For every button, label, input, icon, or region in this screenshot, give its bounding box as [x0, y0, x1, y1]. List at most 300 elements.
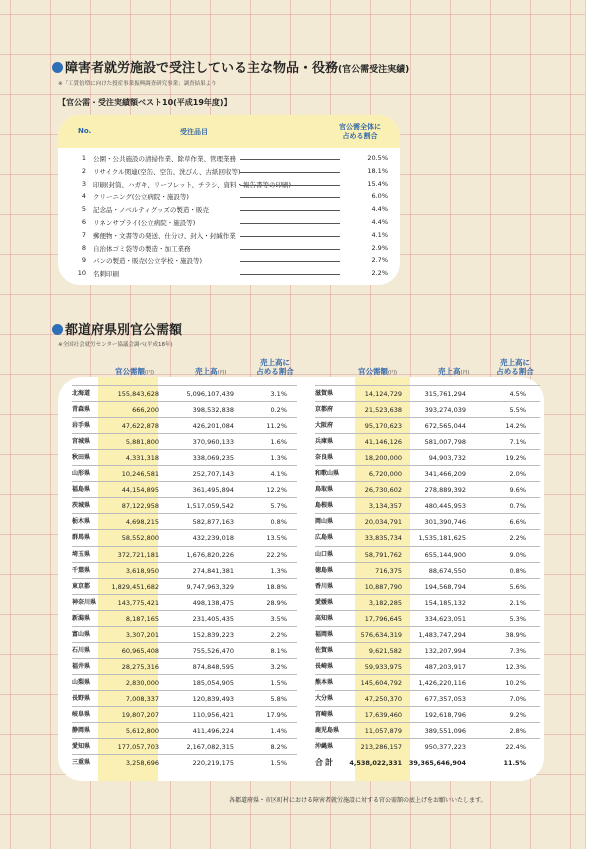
section1-note: ※「工賃倍増に向けた授産事業振興調査研究事業」調査結果より: [58, 81, 217, 87]
rank-share: 15.4%: [367, 179, 388, 188]
row-divider: [72, 626, 297, 627]
sales-amount: 370,960,133: [192, 438, 234, 447]
row-divider: [315, 433, 540, 434]
row-divider: [315, 513, 540, 514]
rank-item: 公園・公共施設の清掃作業、除草作業、管理業務: [93, 155, 236, 163]
right-header-sales: 売上高(円): [438, 367, 470, 376]
sales-amount: 411,496,224: [192, 727, 234, 736]
prefecture-name: 島根県: [315, 502, 334, 510]
rank-item: 記念品・ノベルティグッズの製造・販売: [93, 206, 209, 215]
sales-share: 5.6%: [509, 582, 526, 591]
row-divider: [72, 722, 297, 723]
rank-item: 印刷(封筒、ハガキ、リーフレット、チラシ、資料・報告書等の印刷): [93, 180, 292, 189]
rank-no: 8: [81, 243, 86, 252]
prefecture-name: 岡山県: [315, 518, 334, 526]
sales-amount: 341,466,209: [424, 470, 466, 479]
sales-amount: 432,239,018: [192, 534, 234, 543]
prefecture-name: 和歌山県: [315, 470, 340, 478]
sales-amount: 755,526,470: [192, 646, 234, 655]
procurement-amount: 177,057,703: [117, 743, 159, 752]
sales-share: 5.3%: [509, 614, 526, 623]
procurement-amount: 8,187,165: [125, 614, 159, 623]
sales-amount: 274,841,381: [192, 566, 234, 575]
sales-amount: 582,877,163: [192, 518, 234, 527]
sales-share: 11.2%: [266, 422, 287, 431]
row-divider: [72, 401, 297, 402]
ranking-row: [70, 154, 392, 165]
prefecture-name: 高知県: [315, 614, 334, 622]
row-divider: [72, 481, 297, 482]
procurement-amount: 1,829,451,682: [111, 582, 159, 591]
row-divider: [72, 562, 297, 563]
leader-line: [240, 185, 340, 186]
procurement-amount: 6,720,000: [368, 470, 402, 479]
prefecture-name: 神奈川県: [72, 598, 97, 606]
prefecture-name: 広島県: [315, 534, 334, 542]
ranking-row: [70, 205, 392, 216]
sales-amount: 220,219,175: [192, 759, 234, 768]
rank-no: 1: [81, 154, 86, 162]
row-divider: [72, 497, 297, 498]
row-divider: [72, 674, 297, 675]
procurement-amount: 10,887,790: [364, 582, 402, 591]
ranking-table: [58, 115, 400, 285]
total-row: [315, 754, 540, 772]
bullet-dot-icon: [52, 324, 63, 335]
rank-share: 2.7%: [371, 256, 388, 265]
procurement-amount: 87,122,958: [121, 502, 159, 511]
prefecture-name: 鳥取県: [315, 486, 334, 494]
page-edge: [585, 0, 600, 849]
ranking-header-share: 官公需全体に 占める割合: [339, 123, 381, 140]
procurement-amount: 17,796,645: [364, 614, 402, 623]
leader-line: [240, 249, 340, 250]
sales-amount: 338,069,235: [192, 454, 234, 463]
row-divider: [315, 401, 540, 402]
ranking-row: [70, 244, 392, 255]
sales-amount: 361,495,894: [192, 486, 234, 495]
sales-share: 9.2%: [509, 711, 526, 719]
prefecture-name: 福岡県: [315, 630, 334, 638]
prefecture-name: 大阪府: [315, 422, 334, 430]
prefecture-name: 宮城県: [72, 438, 91, 446]
procurement-amount: 213,286,157: [360, 743, 402, 752]
rank-no: 10: [77, 269, 86, 278]
sales-amount: 120,839,493: [192, 694, 234, 703]
rank-no: 6: [81, 218, 86, 226]
procurement-amount: 9,621,582: [368, 646, 402, 655]
procurement-amount: 59,933,975: [364, 662, 402, 671]
procurement-amount: 576,634,319: [360, 630, 402, 639]
procurement-amount: 3,258,696: [125, 759, 159, 768]
procurement-amount: 44,154,895: [121, 486, 159, 495]
sales-amount: 1,535,181,625: [418, 534, 466, 543]
prefecture-name: 東京都: [72, 582, 91, 590]
left-header-share: 売上高に 占める割合: [256, 358, 294, 376]
sales-share: 1.5%: [270, 678, 287, 687]
sales-share: 0.8%: [270, 518, 287, 527]
rank-item: クリーニング(公立病院・施設等): [93, 193, 189, 202]
sales-amount: 192,618,796: [424, 711, 466, 719]
sales-amount: 498,138,475: [192, 598, 234, 607]
procurement-amount: 7,008,337: [125, 694, 159, 703]
prefecture-name: 熊本県: [315, 678, 334, 686]
row-divider: [72, 449, 297, 450]
sales-share: 19.2%: [505, 454, 526, 463]
row-divider: [315, 738, 540, 739]
sales-share: 7.3%: [509, 646, 526, 655]
rank-item: パンの製造・販売(公立学校・施設等): [93, 257, 203, 266]
sales-share: 22.4%: [505, 743, 526, 752]
procurement-amount: 47,622,878: [121, 422, 159, 431]
prefecture-name: 愛知県: [72, 743, 91, 751]
row-divider: [315, 562, 540, 563]
rank-share: 4.4%: [371, 218, 388, 226]
section1-subtitle: 【官公需・受注実績額ベスト10(平成19年度)】: [58, 98, 232, 107]
ranking-row: [70, 256, 392, 267]
sales-amount: 110,956,421: [192, 711, 234, 719]
prefecture-name: 群馬県: [72, 534, 91, 542]
prefecture-name: 山梨県: [72, 678, 91, 686]
procurement-amount: 2,830,000: [125, 678, 159, 687]
prefecture-name: 静岡県: [72, 727, 91, 735]
prefecture-name: 沖縄県: [315, 743, 334, 751]
sales-share: 2.2%: [509, 534, 526, 543]
sales-share: 0.7%: [509, 502, 526, 511]
procurement-amount: 666,200: [132, 406, 159, 415]
prefecture-name: 大分県: [315, 694, 334, 702]
ranking-row: [70, 192, 392, 203]
sales-amount: 5,096,107,439: [186, 390, 234, 398]
sales-share: 1.3%: [270, 566, 287, 575]
sales-amount: 672,565,044: [424, 422, 466, 431]
prefecture-name: 青森県: [72, 406, 91, 414]
procurement-amount: 4,698,215: [125, 518, 159, 527]
ranking-row: [70, 218, 392, 229]
rank-no: 4: [81, 192, 86, 201]
procurement-amount: 3,307,201: [125, 630, 159, 639]
sales-amount: 9,747,963,329: [186, 582, 234, 591]
leader-line: [240, 159, 340, 160]
ranking-row: [70, 167, 392, 178]
procurement-amount: 155,843,628: [117, 390, 159, 398]
sales-share: 9.0%: [509, 550, 526, 559]
ranking-header-no: No.: [78, 127, 92, 135]
sales-share: 0.2%: [270, 406, 287, 415]
procurement-amount: 60,965,408: [121, 646, 159, 655]
leader-line: [240, 197, 340, 198]
procurement-amount: 33,835,734: [364, 534, 402, 543]
procurement-amount: 143,775,421: [117, 598, 159, 607]
ranking-row: [70, 269, 392, 280]
row-divider: [315, 722, 540, 723]
rank-item: リサイクル関連(空缶、空缶、洗びん、古紙回収等): [93, 167, 241, 176]
sales-share: 5.8%: [270, 694, 287, 703]
prefecture-name: 岩手県: [72, 422, 91, 430]
bullet-dot-icon: [52, 62, 63, 73]
prefecture-name: 佐賀県: [315, 646, 334, 654]
procurement-amount: 145,604,792: [360, 678, 402, 687]
row-divider: [315, 465, 540, 466]
procurement-amount: 3,618,950: [125, 566, 159, 575]
prefecture-name: 栃木県: [72, 518, 91, 526]
leader-line: [240, 236, 340, 237]
sales-share: 4.5%: [509, 390, 526, 398]
sales-amount: 1,483,747,294: [418, 630, 466, 639]
sales-amount: 677,357,053: [424, 694, 466, 703]
row-divider: [315, 706, 540, 707]
row-divider: [72, 385, 297, 386]
procurement-amount: 11,057,879: [364, 727, 402, 736]
row-divider: [72, 546, 297, 547]
prefecture-name: 兵庫県: [315, 438, 334, 446]
ranking-row: [70, 180, 392, 191]
sales-share: 7.1%: [509, 438, 526, 447]
sales-share: 11.5%: [503, 759, 526, 768]
sales-share: 2.0%: [509, 470, 526, 479]
sales-amount: 1,517,059,542: [186, 502, 234, 511]
prefecture-name: 富山県: [72, 630, 91, 638]
row-divider: [72, 578, 297, 579]
rank-item: 自治体ゴミ袋等の製造・加工業務: [93, 244, 191, 253]
sales-amount: 950,377,223: [424, 743, 466, 752]
rank-no: 3: [81, 179, 86, 188]
sales-amount: 252,707,143: [192, 470, 234, 479]
section2-title: 都道府県別官公需額: [52, 319, 182, 338]
sales-share: 5.7%: [270, 502, 287, 511]
sales-share: 4.1%: [270, 470, 287, 479]
row-divider: [315, 417, 540, 418]
procurement-amount: 18,200,000: [364, 454, 402, 463]
sales-amount: 487,203,917: [424, 662, 466, 671]
prefecture-name: 愛媛県: [315, 598, 334, 606]
sales-amount: 231,405,435: [192, 614, 234, 623]
sales-amount: 132,207,994: [424, 646, 466, 655]
prefecture-name: 埼玉県: [72, 550, 91, 558]
sales-share: 12.2%: [266, 486, 287, 495]
procurement-amount: 20,034,791: [364, 518, 402, 527]
sales-amount: 1,426,220,116: [418, 678, 466, 687]
row-divider: [315, 690, 540, 691]
procurement-amount: 41,146,126: [364, 438, 402, 447]
sales-amount: 194,568,794: [424, 582, 466, 591]
sales-amount: 2,167,082,315: [186, 743, 234, 752]
sales-amount: 426,201,084: [192, 422, 234, 431]
prefecture-name: 岐阜県: [72, 711, 91, 718]
procurement-amount: 10,246,581: [121, 470, 159, 479]
row-divider: [72, 594, 297, 595]
sales-share: 12.3%: [505, 662, 526, 671]
leader-line: [240, 274, 340, 275]
prefecture-name: 滋賀県: [315, 390, 334, 397]
procurement-amount: 3,134,357: [368, 502, 402, 511]
leader-line: [240, 210, 340, 211]
row-divider: [72, 738, 297, 739]
row-divider: [72, 658, 297, 659]
section1-title: 障害者就労施設で受注している主な物品・役務(官公需受注実績): [52, 57, 409, 76]
rank-no: 9: [81, 256, 86, 265]
sales-amount: 393,274,039: [424, 406, 466, 415]
procurement-amount: 3,182,285: [368, 598, 402, 607]
prefecture-name: 香川県: [315, 582, 334, 590]
rank-share: 4.1%: [371, 230, 388, 239]
row-divider: [315, 674, 540, 675]
sales-amount: 154,185,132: [424, 598, 466, 607]
row-divider: [315, 546, 540, 547]
leader-line: [240, 172, 340, 173]
sales-amount: 1,676,820,226: [186, 550, 234, 559]
prefecture-name: 茨城県: [72, 502, 91, 510]
rank-item: 郵便物・文書等の発送、仕分け、封入・封緘作業: [93, 231, 236, 240]
sales-amount: 278,889,392: [424, 486, 466, 495]
row-divider: [72, 529, 297, 530]
right-header-share: 売上高に 占める割合: [496, 358, 534, 376]
sales-amount: 185,054,905: [192, 678, 234, 687]
sales-share: 1.4%: [270, 727, 287, 736]
sales-amount: 874,848,595: [192, 662, 234, 671]
rank-share: 18.1%: [367, 166, 388, 175]
row-divider: [72, 465, 297, 466]
rank-share: 6.0%: [371, 192, 388, 201]
left-header-sales: 売上高(円): [195, 367, 227, 376]
rank-no: 2: [81, 166, 86, 175]
ranking-row: [70, 231, 392, 242]
prefecture-name: 北海道: [72, 390, 91, 397]
procurement-amount: 17,639,460: [364, 711, 402, 719]
procurement-amount: 5,881,800: [125, 438, 159, 447]
prefecture-name: 千葉県: [72, 566, 91, 574]
prefecture-name: 鹿児島県: [315, 727, 340, 735]
prefecture-name: 奈良県: [315, 454, 334, 462]
ranking-header-item: 受注品目: [180, 128, 208, 136]
sales-amount: 94,903,732: [428, 454, 466, 463]
sales-share: 9.6%: [509, 486, 526, 495]
procurement-amount: 372,721,181: [117, 550, 159, 559]
procurement-amount: 14,124,729: [364, 390, 402, 398]
sales-share: 2.1%: [509, 598, 526, 607]
row-divider: [72, 706, 297, 707]
row-divider: [72, 513, 297, 514]
sales-share: 1.5%: [270, 759, 287, 768]
sales-amount: 480,445,953: [424, 502, 466, 511]
sales-share: 2.8%: [509, 727, 526, 736]
row-divider: [315, 610, 540, 611]
prefecture-name: 長崎県: [315, 662, 334, 670]
rank-share: 20.5%: [367, 154, 388, 162]
prefecture-name: 秋田県: [72, 454, 91, 462]
prefecture-name: 山口県: [315, 550, 334, 558]
procurement-amount: 95,170,623: [364, 422, 402, 431]
sales-amount: 315,761,294: [424, 390, 466, 398]
row-divider: [72, 433, 297, 434]
sales-share: 3.2%: [270, 662, 287, 671]
leader-line: [240, 261, 340, 262]
row-divider: [72, 610, 297, 611]
sales-share: 8.2%: [270, 743, 287, 752]
row-divider: [315, 481, 540, 482]
rank-item: リネンサプライ(公立病院・施設等): [93, 219, 196, 227]
row-divider: [315, 642, 540, 643]
rank-share: 2.9%: [371, 243, 388, 252]
sales-share: 5.5%: [509, 406, 526, 415]
procurement-amount: 4,538,022,331: [349, 759, 402, 768]
sales-amount: 39,365,646,904: [408, 759, 466, 768]
procurement-amount: 19,807,207: [121, 711, 159, 719]
sales-share: 6.6%: [509, 518, 526, 527]
procurement-amount: 4,331,318: [125, 454, 159, 463]
sales-share: 18.8%: [266, 582, 287, 591]
row-divider: [315, 385, 540, 386]
right-header-amount: 官公需額(円): [358, 367, 397, 376]
row-divider: [315, 449, 540, 450]
prefecture-name: 長野県: [72, 694, 91, 702]
rank-no: 5: [81, 205, 86, 214]
procurement-amount: 47,250,370: [364, 694, 402, 703]
prefecture-name: 山形県: [72, 470, 91, 478]
sales-amount: 88,674,550: [428, 566, 466, 575]
row-divider: [72, 690, 297, 691]
procurement-amount: 21,523,638: [364, 406, 402, 415]
prefecture-name: 石川県: [72, 646, 91, 654]
row-divider: [315, 529, 540, 530]
row-divider: [72, 754, 297, 755]
procurement-amount: 716,375: [375, 566, 402, 575]
rank-share: 4.4%: [371, 205, 388, 214]
row-divider: [315, 497, 540, 498]
sales-share: 2.2%: [270, 630, 287, 639]
row-divider: [315, 578, 540, 579]
sales-share: 38.9%: [505, 630, 526, 639]
sales-amount: 152,839,223: [192, 630, 234, 639]
row-divider: [72, 642, 297, 643]
sales-share: 14.2%: [505, 422, 526, 431]
sales-share: 17.9%: [266, 711, 287, 719]
row-divider: [315, 594, 540, 595]
footer-message: 各都道府県・市区町村における障害者就労施設に対する官公需額の底上げをお願いいたします。: [229, 797, 487, 804]
prefecture-name: 徳島県: [315, 566, 334, 574]
sales-amount: 581,007,798: [424, 438, 466, 447]
sales-share: 3.5%: [270, 614, 287, 623]
procurement-amount: 58,791,762: [364, 550, 402, 559]
left-header-amount: 官公需額(円): [115, 367, 154, 376]
sales-share: 22.2%: [266, 550, 287, 559]
sales-amount: 301,390,746: [424, 518, 466, 527]
sales-amount: 655,144,900: [424, 550, 466, 559]
sales-share: 1.6%: [270, 438, 287, 447]
row-divider: [315, 658, 540, 659]
procurement-amount: 58,552,800: [121, 534, 159, 543]
prefecture-name: 福島県: [72, 486, 91, 494]
sales-share: 7.0%: [509, 694, 526, 703]
section2-note: ※全国社会就労センター協議会調べ(平成18年): [58, 342, 173, 348]
prefecture-row: [72, 754, 297, 772]
sales-share: 10.2%: [505, 678, 526, 687]
sales-share: 0.8%: [509, 566, 526, 575]
leader-line: [240, 223, 340, 224]
prefecture-name: 合計: [315, 758, 335, 768]
sales-share: 13.5%: [266, 534, 287, 543]
procurement-amount: 26,730,602: [364, 486, 402, 495]
sales-share: 28.9%: [266, 598, 287, 607]
prefecture-name: 新潟県: [72, 614, 91, 622]
row-divider: [72, 417, 297, 418]
rank-item: 名刺印刷: [93, 270, 119, 279]
rank-share: 2.2%: [371, 269, 388, 278]
sales-amount: 398,532,838: [192, 406, 234, 415]
sales-share: 3.1%: [270, 390, 287, 398]
procurement-amount: 5,612,800: [125, 727, 159, 736]
sales-share: 1.3%: [270, 454, 287, 463]
